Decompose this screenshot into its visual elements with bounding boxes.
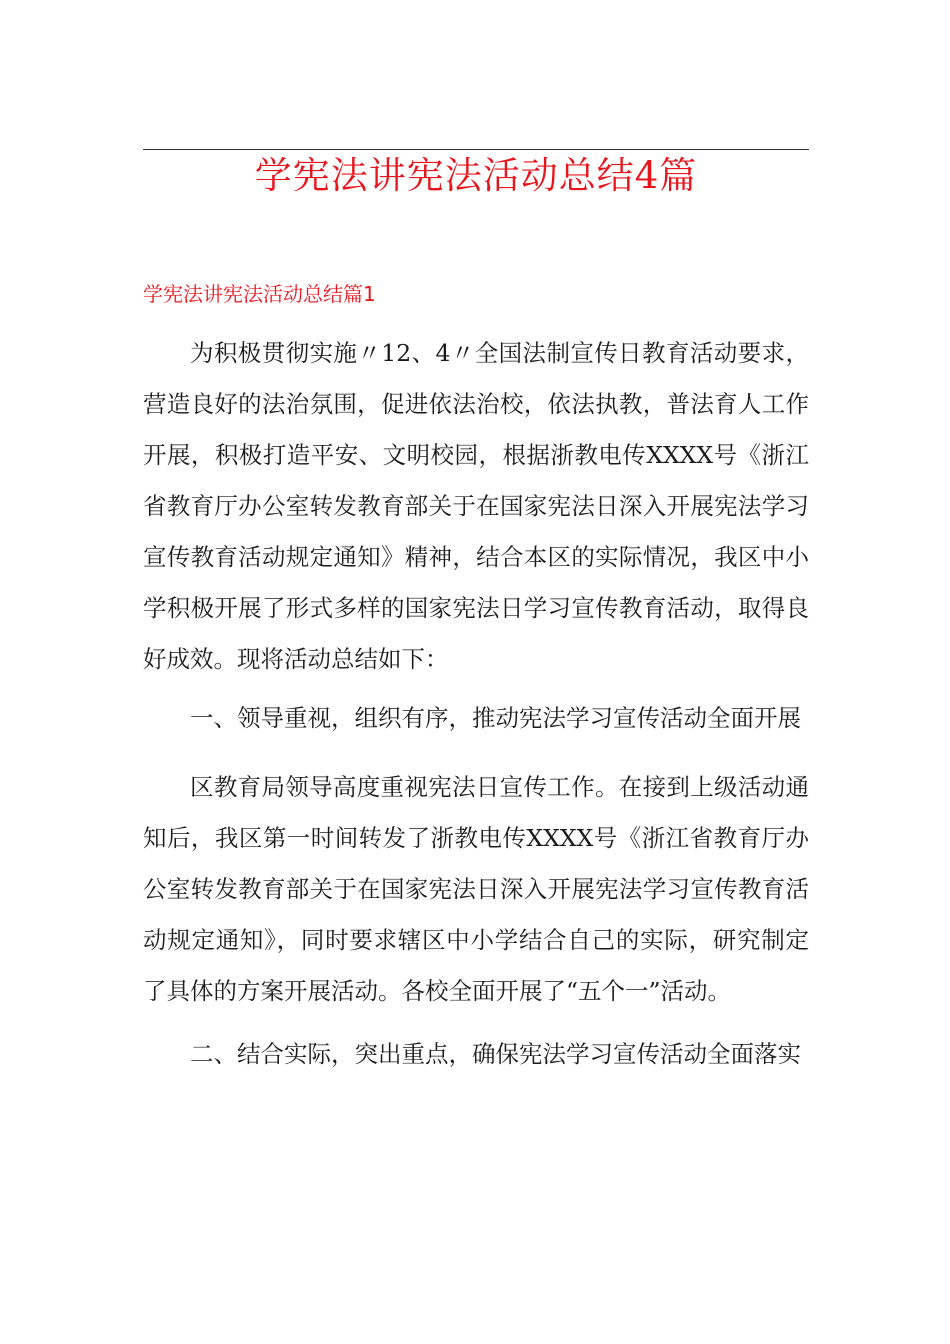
point-two-heading: 二、结合实际，突出重点，确保宪法学习宣传活动全面落实 — [190, 1040, 801, 1068]
point-one-paragraph: 区教育局领导高度重视宪法日宣传工作。在接到上级活动通知后，我区第一时间转发了浙教电传XXXX号《浙江省教育厅办公室转发教育部关于在国家宪法日深入开展宪法学习宣传教育活动规定通知》，同时要求辖区中小学结合自己的实际，研究制定了具体的方案开展活动。各校全面开展了“五个一”活动。 — [143, 773, 809, 1005]
section-heading: 学宪法讲宪法活动总结篇1 — [143, 282, 376, 306]
point-one-heading: 一、领导重视，组织有序，推动宪法学习宣传活动全面开展 — [190, 704, 801, 732]
document-title: 学宪法讲宪法活动总结4篇 — [254, 154, 698, 197]
intro-paragraph: 为积极贯彻实施〃12、4〃全国法制宣传日教育活动要求，营造良好的法治氛围，促进依法治校，依法执教，普法育人工作开展，积极打造平安、文明校园，根据浙教电传XXXX号《浙江省教育厅办公室转发教育部关于在国家宪法日深入开展宪法学习宣传教育活动规定通知》精神，结合本区的实际情况，我区中小学积极开展了形式多样的国家宪法日学习宣传教育活动，取得良好成效。现将活动总结如下： — [143, 339, 809, 673]
